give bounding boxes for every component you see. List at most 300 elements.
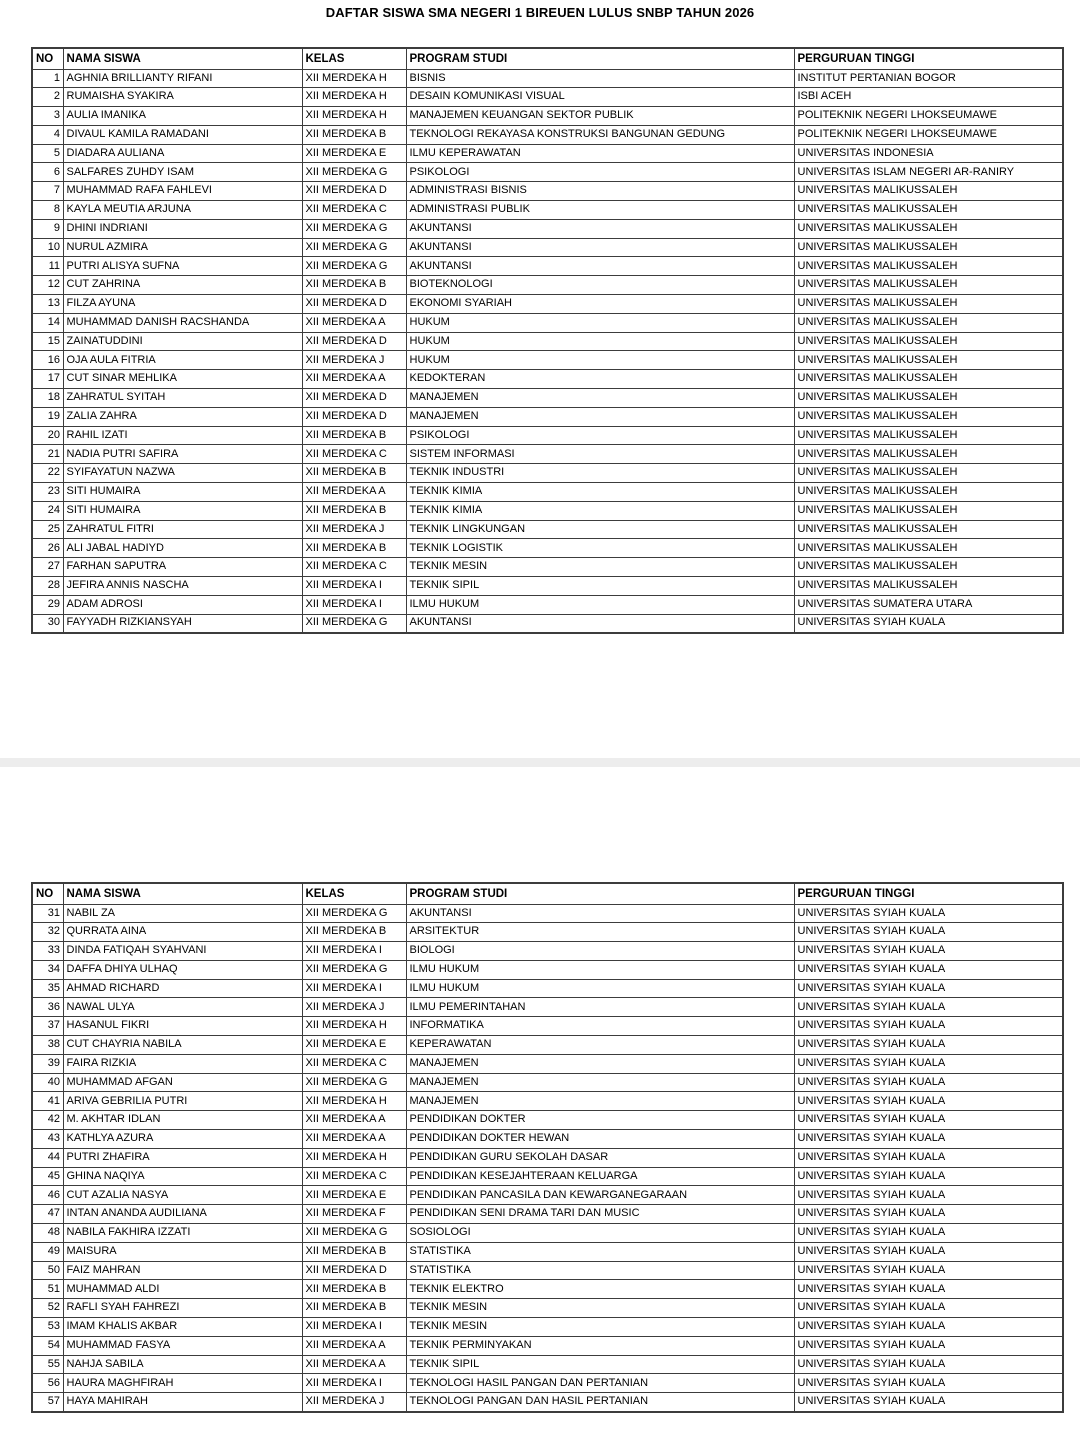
study-program: MANAJEMEN KEUANGAN SEKTOR PUBLIK bbox=[406, 107, 794, 126]
university: UNIVERSITAS MALIKUSSALEH bbox=[794, 464, 1063, 483]
university: INSTITUT PERTANIAN BOGOR bbox=[794, 69, 1063, 88]
university: UNIVERSITAS SUMATERA UTARA bbox=[794, 595, 1063, 614]
class-name: XII MERDEKA H bbox=[302, 69, 406, 88]
row-number: 31 bbox=[32, 904, 63, 923]
row-number: 25 bbox=[32, 520, 63, 539]
student-name: HAYA MAHIRAH bbox=[63, 1393, 302, 1412]
study-program: TEKNIK SIPIL bbox=[406, 1355, 794, 1374]
student-name: NAHJA SABILA bbox=[63, 1355, 302, 1374]
class-name: XII MERDEKA D bbox=[302, 1261, 406, 1280]
university: UNIVERSITAS SYIAH KUALA bbox=[794, 1073, 1063, 1092]
student-name: SITI HUMAIRA bbox=[63, 501, 302, 520]
study-program: TEKNOLOGI REKAYASA KONSTRUKSI BANGUNAN GEDUNG bbox=[406, 125, 794, 144]
study-program: ILMU HUKUM bbox=[406, 979, 794, 998]
student-name: PUTRI ZHAFIRA bbox=[63, 1148, 302, 1167]
row-number: 9 bbox=[32, 219, 63, 238]
student-name: CUT SINAR MEHLIKA bbox=[63, 370, 302, 389]
student-name: NABILA FAKHIRA IZZATI bbox=[63, 1224, 302, 1243]
class-name: XII MERDEKA C bbox=[302, 201, 406, 220]
class-name: XII MERDEKA D bbox=[302, 389, 406, 408]
class-name: XII MERDEKA A bbox=[302, 1130, 406, 1149]
student-name: MUHAMMAD DANISH RACSHANDA bbox=[63, 313, 302, 332]
university: UNIVERSITAS MALIKUSSALEH bbox=[794, 276, 1063, 295]
table-row bbox=[32, 1299, 1063, 1318]
study-program: INFORMATIKA bbox=[406, 1017, 794, 1036]
row-number: 1 bbox=[32, 69, 63, 88]
class-name: XII MERDEKA I bbox=[302, 942, 406, 961]
university: UNIVERSITAS SYIAH KUALA bbox=[794, 942, 1063, 961]
class-name: XII MERDEKA G bbox=[302, 1073, 406, 1092]
table-row bbox=[32, 125, 1063, 144]
study-program: TEKNIK LOGISTIK bbox=[406, 539, 794, 558]
study-program: PENDIDIKAN PANCASILA DAN KEWARGANEGARAAN bbox=[406, 1186, 794, 1205]
study-program: PENDIDIKAN GURU SEKOLAH DASAR bbox=[406, 1148, 794, 1167]
column-header: NO bbox=[32, 883, 63, 904]
study-program: PENDIDIKAN SENI DRAMA TARI DAN MUSIC bbox=[406, 1205, 794, 1224]
university: UNIVERSITAS SYIAH KUALA bbox=[794, 1111, 1063, 1130]
row-number: 20 bbox=[32, 426, 63, 445]
university: UNIVERSITAS MALIKUSSALEH bbox=[794, 295, 1063, 314]
table-row bbox=[32, 1336, 1063, 1355]
students-table-page-2 bbox=[31, 882, 1064, 1413]
student-name: ARIVA GEBRILIA PUTRI bbox=[63, 1092, 302, 1111]
university: UNIVERSITAS MALIKUSSALEH bbox=[794, 483, 1063, 502]
class-name: XII MERDEKA F bbox=[302, 1205, 406, 1224]
student-name: ADAM ADROSI bbox=[63, 595, 302, 614]
study-program: MANAJEMEN bbox=[406, 389, 794, 408]
study-program: TEKNOLOGI PANGAN DAN HASIL PERTANIAN bbox=[406, 1393, 794, 1412]
table-row bbox=[32, 332, 1063, 351]
row-number: 48 bbox=[32, 1224, 63, 1243]
university: UNIVERSITAS SYIAH KUALA bbox=[794, 1318, 1063, 1337]
university: UNIVERSITAS MALIKUSSALEH bbox=[794, 501, 1063, 520]
student-name: NURUL AZMIRA bbox=[63, 238, 302, 257]
class-name: XII MERDEKA D bbox=[302, 295, 406, 314]
study-program: ILMU HUKUM bbox=[406, 595, 794, 614]
class-name: XII MERDEKA C bbox=[302, 1054, 406, 1073]
table-row bbox=[32, 163, 1063, 182]
student-name: MUHAMMAD ALDI bbox=[63, 1280, 302, 1299]
table-row bbox=[32, 1261, 1063, 1280]
study-program: MANAJEMEN bbox=[406, 1054, 794, 1073]
study-program: AKUNTANSI bbox=[406, 257, 794, 276]
row-number: 40 bbox=[32, 1073, 63, 1092]
class-name: XII MERDEKA A bbox=[302, 1111, 406, 1130]
class-name: XII MERDEKA A bbox=[302, 1355, 406, 1374]
study-program: MANAJEMEN bbox=[406, 1073, 794, 1092]
study-program: BIOTEKNOLOGI bbox=[406, 276, 794, 295]
class-name: XII MERDEKA D bbox=[302, 182, 406, 201]
university: UNIVERSITAS SYIAH KUALA bbox=[794, 1280, 1063, 1299]
university: UNIVERSITAS MALIKUSSALEH bbox=[794, 182, 1063, 201]
table-row bbox=[32, 1092, 1063, 1111]
study-program: KEDOKTERAN bbox=[406, 370, 794, 389]
student-name: MUHAMMAD RAFA FAHLEVI bbox=[63, 182, 302, 201]
class-name: XII MERDEKA C bbox=[302, 445, 406, 464]
class-name: XII MERDEKA I bbox=[302, 595, 406, 614]
table-row bbox=[32, 1148, 1063, 1167]
study-program: MANAJEMEN bbox=[406, 407, 794, 426]
row-number: 22 bbox=[32, 464, 63, 483]
table-row bbox=[32, 426, 1063, 445]
university: UNIVERSITAS SYIAH KUALA bbox=[794, 1242, 1063, 1261]
study-program: SISTEM INFORMASI bbox=[406, 445, 794, 464]
class-name: XII MERDEKA B bbox=[302, 426, 406, 445]
class-name: XII MERDEKA G bbox=[302, 904, 406, 923]
university: UNIVERSITAS SYIAH KUALA bbox=[794, 1054, 1063, 1073]
university: UNIVERSITAS SYIAH KUALA bbox=[794, 1205, 1063, 1224]
class-name: XII MERDEKA G bbox=[302, 163, 406, 182]
row-number: 14 bbox=[32, 313, 63, 332]
row-number: 21 bbox=[32, 445, 63, 464]
table-row bbox=[32, 960, 1063, 979]
class-name: XII MERDEKA E bbox=[302, 1036, 406, 1055]
table-row bbox=[32, 201, 1063, 220]
class-name: XII MERDEKA E bbox=[302, 144, 406, 163]
student-name: FILZA AYUNA bbox=[63, 295, 302, 314]
class-name: XII MERDEKA H bbox=[302, 1092, 406, 1111]
row-number: 19 bbox=[32, 407, 63, 426]
table-row bbox=[32, 1073, 1063, 1092]
row-number: 7 bbox=[32, 182, 63, 201]
university: POLITEKNIK NEGERI LHOKSEUMAWE bbox=[794, 125, 1063, 144]
student-name: ZALIA ZAHRA bbox=[63, 407, 302, 426]
student-name: CUT ZAHRINA bbox=[63, 276, 302, 295]
table-row bbox=[32, 1280, 1063, 1299]
table-row bbox=[32, 257, 1063, 276]
student-name: SYIFAYATUN NAZWA bbox=[63, 464, 302, 483]
row-number: 30 bbox=[32, 614, 63, 633]
table-row bbox=[32, 182, 1063, 201]
student-name: HASANUL FIKRI bbox=[63, 1017, 302, 1036]
table-row bbox=[32, 595, 1063, 614]
table-row bbox=[32, 998, 1063, 1017]
study-program: PSIKOLOGI bbox=[406, 163, 794, 182]
row-number: 52 bbox=[32, 1299, 63, 1318]
university: UNIVERSITAS MALIKUSSALEH bbox=[794, 520, 1063, 539]
table-row bbox=[32, 1167, 1063, 1186]
column-header: NO bbox=[32, 48, 63, 69]
study-program: STATISTIKA bbox=[406, 1242, 794, 1261]
table-row bbox=[32, 614, 1063, 633]
row-number: 39 bbox=[32, 1054, 63, 1073]
column-header: PERGURUAN TINGGI bbox=[794, 883, 1063, 904]
table-row bbox=[32, 1186, 1063, 1205]
row-number: 32 bbox=[32, 923, 63, 942]
student-name: FAIRA RIZKIA bbox=[63, 1054, 302, 1073]
study-program: SOSIOLOGI bbox=[406, 1224, 794, 1243]
class-name: XII MERDEKA H bbox=[302, 1148, 406, 1167]
row-number: 15 bbox=[32, 332, 63, 351]
student-name: FARHAN SAPUTRA bbox=[63, 558, 302, 577]
class-name: XII MERDEKA E bbox=[302, 1186, 406, 1205]
study-program: AKUNTANSI bbox=[406, 219, 794, 238]
student-name: SITI HUMAIRA bbox=[63, 483, 302, 502]
study-program: EKONOMI SYARIAH bbox=[406, 295, 794, 314]
table-row bbox=[32, 539, 1063, 558]
class-name: XII MERDEKA C bbox=[302, 1167, 406, 1186]
university: UNIVERSITAS SYIAH KUALA bbox=[794, 1130, 1063, 1149]
university: UNIVERSITAS MALIKUSSALEH bbox=[794, 219, 1063, 238]
row-number: 55 bbox=[32, 1355, 63, 1374]
class-name: XII MERDEKA J bbox=[302, 520, 406, 539]
university: UNIVERSITAS MALIKUSSALEH bbox=[794, 445, 1063, 464]
row-number: 26 bbox=[32, 539, 63, 558]
student-name: AGHNIA BRILLIANTY RIFANI bbox=[63, 69, 302, 88]
table-row bbox=[32, 407, 1063, 426]
class-name: XII MERDEKA B bbox=[302, 923, 406, 942]
university: UNIVERSITAS SYIAH KUALA bbox=[794, 1261, 1063, 1280]
class-name: XII MERDEKA J bbox=[302, 1393, 406, 1412]
class-name: XII MERDEKA J bbox=[302, 998, 406, 1017]
row-number: 57 bbox=[32, 1393, 63, 1412]
row-number: 36 bbox=[32, 998, 63, 1017]
student-name: DIADARA AULIANA bbox=[63, 144, 302, 163]
study-program: TEKNIK MESIN bbox=[406, 1299, 794, 1318]
student-name: MUHAMMAD FASYA bbox=[63, 1336, 302, 1355]
university: UNIVERSITAS MALIKUSSALEH bbox=[794, 238, 1063, 257]
student-name: FAIZ MAHRAN bbox=[63, 1261, 302, 1280]
university: UNIVERSITAS SYIAH KUALA bbox=[794, 614, 1063, 633]
table-row bbox=[32, 1355, 1063, 1374]
row-number: 11 bbox=[32, 257, 63, 276]
table-row bbox=[32, 107, 1063, 126]
row-number: 17 bbox=[32, 370, 63, 389]
class-name: XII MERDEKA C bbox=[302, 558, 406, 577]
row-number: 5 bbox=[32, 144, 63, 163]
student-name: RAHIL IZATI bbox=[63, 426, 302, 445]
university: POLITEKNIK NEGERI LHOKSEUMAWE bbox=[794, 107, 1063, 126]
table-row bbox=[32, 923, 1063, 942]
student-name: DHINI INDRIANI bbox=[63, 219, 302, 238]
university: UNIVERSITAS MALIKUSSALEH bbox=[794, 389, 1063, 408]
row-number: 13 bbox=[32, 295, 63, 314]
table-row bbox=[32, 238, 1063, 257]
student-name: M. AKHTAR IDLAN bbox=[63, 1111, 302, 1130]
study-program: TEKNIK SIPIL bbox=[406, 577, 794, 596]
university: UNIVERSITAS SYIAH KUALA bbox=[794, 998, 1063, 1017]
study-program: DESAIN KOMUNIKASI VISUAL bbox=[406, 88, 794, 107]
table-header bbox=[32, 48, 1063, 69]
student-name: SALFARES ZUHDY ISAM bbox=[63, 163, 302, 182]
study-program: ILMU KEPERAWATAN bbox=[406, 144, 794, 163]
row-number: 53 bbox=[32, 1318, 63, 1337]
class-name: XII MERDEKA A bbox=[302, 1336, 406, 1355]
row-number: 34 bbox=[32, 960, 63, 979]
university: UNIVERSITAS MALIKUSSALEH bbox=[794, 257, 1063, 276]
university: UNIVERSITAS ISLAM NEGERI AR-RANIRY bbox=[794, 163, 1063, 182]
class-name: XII MERDEKA B bbox=[302, 539, 406, 558]
row-number: 42 bbox=[32, 1111, 63, 1130]
university: UNIVERSITAS SYIAH KUALA bbox=[794, 1299, 1063, 1318]
table-row bbox=[32, 276, 1063, 295]
page-separator-band bbox=[0, 758, 1080, 767]
university: ISBI ACEH bbox=[794, 88, 1063, 107]
table-row bbox=[32, 520, 1063, 539]
student-name: ZAHRATUL SYITAH bbox=[63, 389, 302, 408]
student-name: QURRATA AINA bbox=[63, 923, 302, 942]
row-number: 8 bbox=[32, 201, 63, 220]
table-row bbox=[32, 558, 1063, 577]
table-row bbox=[32, 445, 1063, 464]
class-name: XII MERDEKA G bbox=[302, 257, 406, 276]
class-name: XII MERDEKA B bbox=[302, 1299, 406, 1318]
university: UNIVERSITAS SYIAH KUALA bbox=[794, 979, 1063, 998]
university: UNIVERSITAS SYIAH KUALA bbox=[794, 1148, 1063, 1167]
university: UNIVERSITAS SYIAH KUALA bbox=[794, 1224, 1063, 1243]
document-title: DAFTAR SISWA SMA NEGERI 1 BIREUEN LULUS SNBP TAHUN 2026 bbox=[325, 5, 755, 20]
university: UNIVERSITAS SYIAH KUALA bbox=[794, 1355, 1063, 1374]
table-row bbox=[32, 483, 1063, 502]
study-program: ARSITEKTUR bbox=[406, 923, 794, 942]
table-row bbox=[32, 1054, 1063, 1073]
university: UNIVERSITAS MALIKUSSALEH bbox=[794, 558, 1063, 577]
table-row bbox=[32, 1242, 1063, 1261]
study-program: HUKUM bbox=[406, 351, 794, 370]
row-number: 54 bbox=[32, 1336, 63, 1355]
table-row bbox=[32, 1111, 1063, 1130]
student-name: INTAN ANANDA AUDILIANA bbox=[63, 1205, 302, 1224]
table-row bbox=[32, 370, 1063, 389]
table-row bbox=[32, 313, 1063, 332]
row-number: 37 bbox=[32, 1017, 63, 1036]
class-name: XII MERDEKA B bbox=[302, 464, 406, 483]
study-program: PENDIDIKAN DOKTER HEWAN bbox=[406, 1130, 794, 1149]
row-number: 44 bbox=[32, 1148, 63, 1167]
class-name: XII MERDEKA B bbox=[302, 1280, 406, 1299]
student-name: NABIL ZA bbox=[63, 904, 302, 923]
study-program: AKUNTANSI bbox=[406, 904, 794, 923]
table-row bbox=[32, 351, 1063, 370]
row-number: 12 bbox=[32, 276, 63, 295]
table-row bbox=[32, 501, 1063, 520]
table-row bbox=[32, 144, 1063, 163]
table-body bbox=[32, 69, 1063, 633]
study-program: MANAJEMEN bbox=[406, 1092, 794, 1111]
student-name: NAWAL ULYA bbox=[63, 998, 302, 1017]
university: UNIVERSITAS MALIKUSSALEH bbox=[794, 577, 1063, 596]
student-name: MAISURA bbox=[63, 1242, 302, 1261]
column-header: PERGURUAN TINGGI bbox=[794, 48, 1063, 69]
row-number: 18 bbox=[32, 389, 63, 408]
column-header: NAMA SISWA bbox=[63, 883, 302, 904]
class-name: XII MERDEKA G bbox=[302, 1224, 406, 1243]
table-row bbox=[32, 464, 1063, 483]
class-name: XII MERDEKA B bbox=[302, 1242, 406, 1261]
study-program: PENDIDIKAN KESEJAHTERAAN KELUARGA bbox=[406, 1167, 794, 1186]
row-number: 3 bbox=[32, 107, 63, 126]
class-name: XII MERDEKA A bbox=[302, 313, 406, 332]
university: UNIVERSITAS SYIAH KUALA bbox=[794, 923, 1063, 942]
study-program: AKUNTANSI bbox=[406, 238, 794, 257]
column-header: KELAS bbox=[302, 883, 406, 904]
row-number: 56 bbox=[32, 1374, 63, 1393]
university: UNIVERSITAS SYIAH KUALA bbox=[794, 1374, 1063, 1393]
row-number: 10 bbox=[32, 238, 63, 257]
class-name: XII MERDEKA A bbox=[302, 483, 406, 502]
row-number: 16 bbox=[32, 351, 63, 370]
class-name: XII MERDEKA G bbox=[302, 960, 406, 979]
column-header: PROGRAM STUDI bbox=[406, 883, 794, 904]
study-program: STATISTIKA bbox=[406, 1261, 794, 1280]
student-name: NADIA PUTRI SAFIRA bbox=[63, 445, 302, 464]
study-program: ADMINISTRASI PUBLIK bbox=[406, 201, 794, 220]
study-program: ILMU HUKUM bbox=[406, 960, 794, 979]
table-row bbox=[32, 1036, 1063, 1055]
study-program: ADMINISTRASI BISNIS bbox=[406, 182, 794, 201]
table-row bbox=[32, 1393, 1063, 1412]
university: UNIVERSITAS SYIAH KUALA bbox=[794, 1186, 1063, 1205]
class-name: XII MERDEKA G bbox=[302, 238, 406, 257]
class-name: XII MERDEKA H bbox=[302, 1017, 406, 1036]
class-name: XII MERDEKA D bbox=[302, 407, 406, 426]
table-row bbox=[32, 1224, 1063, 1243]
class-name: XII MERDEKA A bbox=[302, 370, 406, 389]
university: UNIVERSITAS SYIAH KUALA bbox=[794, 960, 1063, 979]
student-name: KAYLA MEUTIA ARJUNA bbox=[63, 201, 302, 220]
university: UNIVERSITAS SYIAH KUALA bbox=[794, 1092, 1063, 1111]
students-table-page-1 bbox=[31, 47, 1064, 634]
student-name: JEFIRA ANNIS NASCHA bbox=[63, 577, 302, 596]
row-number: 51 bbox=[32, 1280, 63, 1299]
university: UNIVERSITAS MALIKUSSALEH bbox=[794, 313, 1063, 332]
table-row bbox=[32, 69, 1063, 88]
class-name: XII MERDEKA G bbox=[302, 614, 406, 633]
class-name: XII MERDEKA D bbox=[302, 332, 406, 351]
row-number: 27 bbox=[32, 558, 63, 577]
university: UNIVERSITAS MALIKUSSALEH bbox=[794, 539, 1063, 558]
student-name: ZAHRATUL FITRI bbox=[63, 520, 302, 539]
student-name: FAYYADH RIZKIANSYAH bbox=[63, 614, 302, 633]
class-name: XII MERDEKA B bbox=[302, 276, 406, 295]
row-number: 29 bbox=[32, 595, 63, 614]
row-number: 47 bbox=[32, 1205, 63, 1224]
study-program: TEKNIK ELEKTRO bbox=[406, 1280, 794, 1299]
table-row bbox=[32, 219, 1063, 238]
class-name: XII MERDEKA B bbox=[302, 501, 406, 520]
university: UNIVERSITAS SYIAH KUALA bbox=[794, 1336, 1063, 1355]
university: UNIVERSITAS MALIKUSSALEH bbox=[794, 332, 1063, 351]
row-number: 24 bbox=[32, 501, 63, 520]
table-row bbox=[32, 1017, 1063, 1036]
table-row bbox=[32, 1374, 1063, 1393]
column-header: NAMA SISWA bbox=[63, 48, 302, 69]
student-name: AHMAD RICHARD bbox=[63, 979, 302, 998]
university: UNIVERSITAS MALIKUSSALEH bbox=[794, 370, 1063, 389]
row-number: 46 bbox=[32, 1186, 63, 1205]
study-program: KEPERAWATAN bbox=[406, 1036, 794, 1055]
study-program: TEKNIK LINGKUNGAN bbox=[406, 520, 794, 539]
student-name: RAFLI SYAH FAHREZI bbox=[63, 1299, 302, 1318]
row-number: 23 bbox=[32, 483, 63, 502]
row-number: 4 bbox=[32, 125, 63, 144]
table-row bbox=[32, 295, 1063, 314]
student-name: DINDA FATIQAH SYAHVANI bbox=[63, 942, 302, 961]
row-number: 35 bbox=[32, 979, 63, 998]
university: UNIVERSITAS MALIKUSSALEH bbox=[794, 426, 1063, 445]
study-program: TEKNIK INDUSTRI bbox=[406, 464, 794, 483]
study-program: TEKNIK PERMINYAKAN bbox=[406, 1336, 794, 1355]
class-name: XII MERDEKA H bbox=[302, 107, 406, 126]
university: UNIVERSITAS SYIAH KUALA bbox=[794, 904, 1063, 923]
study-program: TEKNIK MESIN bbox=[406, 558, 794, 577]
university: UNIVERSITAS SYIAH KUALA bbox=[794, 1017, 1063, 1036]
table-row bbox=[32, 1130, 1063, 1149]
student-name: RUMAISHA SYAKIRA bbox=[63, 88, 302, 107]
table-row bbox=[32, 88, 1063, 107]
class-name: XII MERDEKA I bbox=[302, 1318, 406, 1337]
study-program: TEKNIK KIMIA bbox=[406, 501, 794, 520]
